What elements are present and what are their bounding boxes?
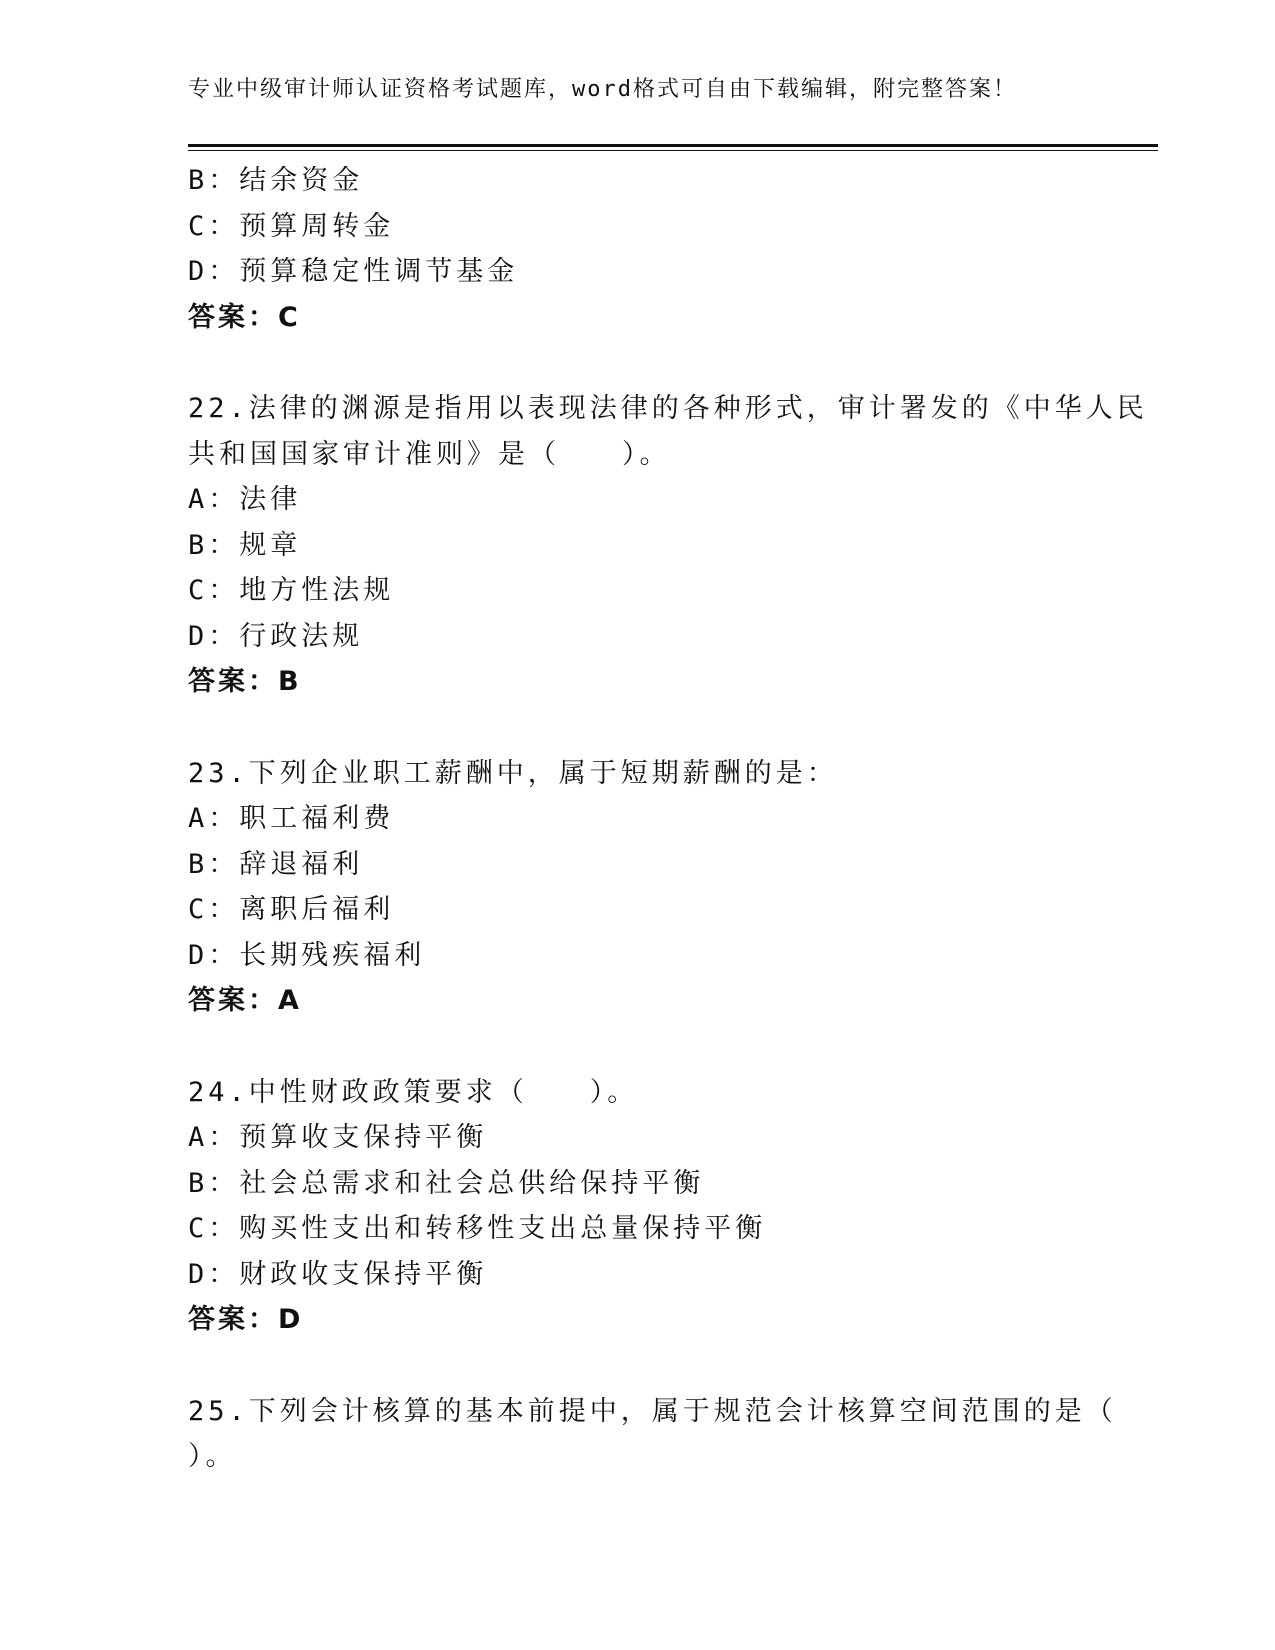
option-c: C：离职后福利 — [188, 894, 395, 925]
option-b: B：结余资金 — [188, 165, 364, 196]
option-a: A：法律 — [188, 484, 302, 515]
option-c: C：购买性支出和转移性支出总量保持平衡 — [188, 1213, 767, 1244]
option-b: B：社会总需求和社会总供给保持平衡 — [188, 1167, 705, 1199]
question-text-line: 共和国国家审计准则》是（ ）。 — [188, 438, 671, 470]
option-d: D：行政法规 — [188, 620, 364, 652]
answer: 答案：C — [188, 301, 301, 333]
page-header: 专业中级审计师认证资格考试题库，word格式可自由下载编辑，附完整答案！ — [188, 77, 1017, 102]
option-c: C：预算周转金 — [188, 210, 395, 242]
header-rule-thick — [188, 144, 1158, 147]
option-d: D：财政收支保持平衡 — [188, 1258, 488, 1290]
option-d: D：长期残疾福利 — [188, 939, 426, 971]
option-b: B：规章 — [188, 529, 302, 561]
answer: 答案：D — [188, 1304, 304, 1335]
question-21-tail — [188, 158, 1118, 340]
question-22 — [188, 386, 1148, 705]
question-text-line: 23.下列企业职工薪酬中，属于短期薪酬的是： — [188, 757, 838, 789]
answer: 答案：A — [188, 985, 302, 1016]
question-text-line: 22.法律的渊源是指用以表现法律的各种形式，审计署发的《中华人民 — [188, 393, 1148, 424]
question-text-line: 25.下列会计核算的基本前提中，属于规范会计核算空间范围的是（ — [188, 1395, 1117, 1427]
question-text-line: ）。 — [188, 1441, 237, 1472]
option-c: C：地方性法规 — [188, 575, 395, 606]
question-23 — [188, 751, 1118, 1024]
option-a: A：职工福利费 — [188, 803, 395, 834]
question-24 — [188, 1070, 1118, 1343]
option-a: A：预算收支保持平衡 — [188, 1122, 488, 1153]
answer: 答案：B — [188, 666, 302, 697]
question-text-line: 24.中性财政政策要求（ ）。 — [188, 1076, 639, 1108]
header-rule-thin — [188, 150, 1158, 151]
question-25 — [188, 1389, 1118, 1480]
question-content — [188, 158, 1148, 1480]
option-b: B：辞退福利 — [188, 848, 364, 880]
option-d: D：预算稳定性调节基金 — [188, 256, 519, 287]
